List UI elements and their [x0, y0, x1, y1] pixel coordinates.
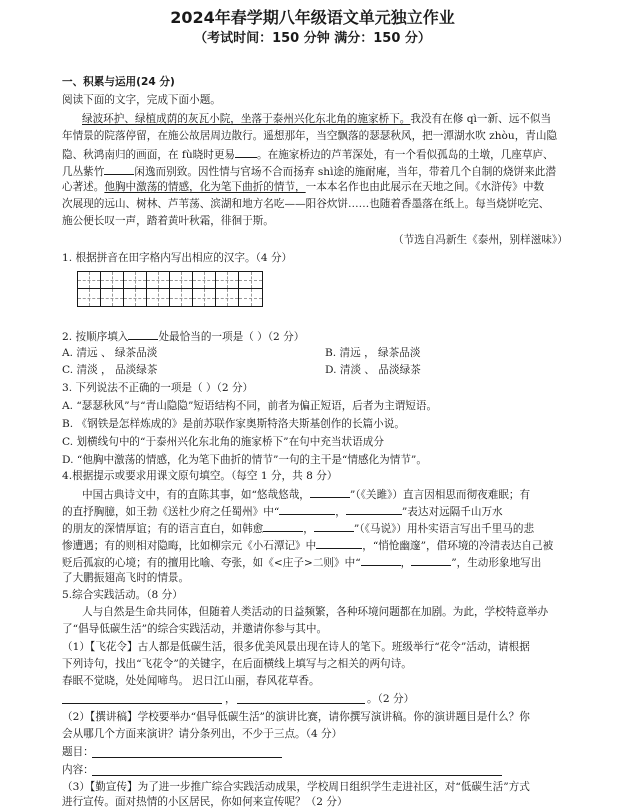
- q5-intro: 了“倡导低碳生活”的综合实践活动，并邀请你参与其中。: [62, 623, 328, 635]
- answer-blank[interactable]: [411, 554, 451, 566]
- question-5: 5.综合实践活动。（8 分）: [62, 589, 183, 601]
- grid-cell[interactable]: [78, 289, 101, 306]
- fill-line: 的直抒胸臆，如王勃《送杜少府之任蜀州》中“ ， ”表达对远隔千山万水: [62, 503, 503, 520]
- grid-cell[interactable]: [239, 272, 262, 289]
- passage-text: 我没有在修 qì一新、远不似当: [410, 113, 552, 125]
- content-input-line[interactable]: [92, 775, 502, 776]
- tian-zi-ge-grid[interactable]: [77, 271, 263, 307]
- fill-line: 中国古典诗文中，有的直陈其事，如“悠哉悠哉， ”（《关雎》）直言因相思而彻夜难眠；有: [82, 486, 530, 503]
- question-text: 2. 按顺序填入: [62, 331, 129, 343]
- grid-cell[interactable]: [147, 289, 170, 306]
- grid-cell[interactable]: [170, 272, 193, 289]
- answer-blank[interactable]: [314, 520, 354, 532]
- option-d[interactable]: D. 清淡 、 品淡绿茶: [325, 364, 421, 376]
- score-note: 。（2 分）: [367, 693, 415, 705]
- q5-sub3: （3）【勤宣传】为了进一步推广综合实践活动成果，学校周日组织学生走进社区，对“低碳生活”方式: [62, 781, 530, 793]
- option-b[interactable]: B. 清远 ， 绿茶品淡: [325, 347, 421, 359]
- option-c[interactable]: C. 清淡 ， 品淡绿茶: [62, 364, 158, 376]
- answer-blank[interactable]: [128, 328, 158, 340]
- question-4: 4.根据提示或要求用课文原句填空。（每空 1 分，共 8 分）: [62, 470, 338, 482]
- passage-line: 施公便长叹一声，踏着黄叶秋霜，徘徊于斯。: [62, 215, 274, 227]
- q5-sub2: 会从哪几个方面来演讲？请分条列出，不少于三点。（4 分）: [62, 728, 343, 740]
- q5-intro: 人与自然是生命共同体，但随着人类活动的日益频繁，各种环境问题都在加剧。为此，学校特意举办: [82, 606, 549, 618]
- question-3: 3. 下列说法不正确的一项是（ ）（2 分）: [62, 382, 254, 394]
- passage-text: 几丛紫竹: [62, 166, 105, 178]
- q5-sub3: 进行宣传。面对热情的小区居民，你如何来宣传呢？（2 分）: [62, 796, 348, 808]
- passage-text: 心著述。: [62, 181, 105, 193]
- grid-cell[interactable]: [78, 272, 101, 289]
- grid-cell[interactable]: [216, 289, 239, 306]
- passage-line: 年情景的院落停留，在施公故居周边散行。遥想那年，当空飘落的瑟瑟秋风，把一潭湖水吹 zhòu，青山隐: [62, 130, 558, 142]
- grid-cell[interactable]: [193, 289, 216, 306]
- blank-2[interactable]: [104, 163, 134, 175]
- answer-blank[interactable]: [279, 503, 335, 515]
- grid-cell[interactable]: [124, 289, 147, 306]
- passage-text: 。在施家桥边的芦苇深处，有一个看似孤岛的土墩，几座草庐、: [257, 149, 554, 161]
- fill-line: 了大鹏振翅高飞时的情景。: [62, 572, 190, 584]
- passage-text: 闲逸而别致。因性情与官场不合而扬弃 shì途的施耐庵，当年，带着几个自制的烧饼来此潜: [134, 166, 556, 178]
- section-heading: 一、积累与运用(24 分): [62, 76, 175, 88]
- passage-line: [82, 112, 551, 127]
- passage-text: 隐、秋鸿南归的画面，在 fù晓时更易: [62, 149, 236, 161]
- poem-lines: 春眠不觉晓，处处闻啼鸟。 迟日江山丽，春风花草香。: [62, 675, 320, 687]
- answer-blank[interactable]: [316, 537, 362, 549]
- passage-line: 次展现的远山、树林、芦苇荡、滨湖和地方名吃——阳谷炊饼……也随着香墨落在纸上。每当烧饼吃完、: [62, 198, 550, 210]
- option-a[interactable]: A. “瑟瑟秋风”与“青山隐隐”短语结构不同，前者为偏正短语，后者为主谓短语。: [62, 400, 438, 412]
- question-1: 1. 根据拼音在田字格内写出相应的汉字。（4 分）: [62, 252, 293, 264]
- option-c[interactable]: C. 划横线句中的“于泰州兴化东北角的施家桥下”在句中充当状语成分: [62, 436, 384, 448]
- passage-line: [62, 163, 556, 180]
- option-d[interactable]: D. “他胸中激荡的情感，化为笔下曲折的情节”一句的主干是“情感化为情节”。: [62, 454, 427, 466]
- blank-1[interactable]: [235, 146, 257, 158]
- title-input-line[interactable]: [92, 757, 282, 758]
- passage-text: 一本本名作也由此展示在天地之间。《水浒传》中数: [305, 181, 545, 193]
- worksheet-page: 2024年春学期八年级语文单元独立作业 （考试时间：150 分钟 满分：150 分） 一、积累与运用(24 分) 阅读下面的文字，完成下面小题。 绿波环护、绿植成荫的灰瓦小院，坐落于泰州兴化东北角的施家桥下。我没有在修 qì一新、远不似当 年情景的院落停留，在施公故居周边散行。遥想那年，当空飘落的瑟瑟秋风，把一潭湖水吹 zhòu，青山隐 隐、秋鸿南归的画面，在 fù晓时更易 。在施家桥边的芦苇深处，有一个看似孤岛的土墩，几座草庐、 几丛紫竹 闲逸而别致。因性情与官场不合而扬弃 shì途的施耐庵，当年，带着几个自制的烧饼来此潜 心著述。他胸中激荡的情感，化为笔下曲折的情节，一本本名作也由此展示在天地之间。《水浒传》中数 次展现的远山、树林、芦苇荡、滨湖和地方名吃——阳谷炊饼……也随着香墨落在纸上。每当烧饼吃完、 施公便长叹一声，踏着黄叶秋霜，徘徊于斯。 （节选自冯新生《泰州，别样滋味》） 1. 根据拼音在田字格内写出相应的汉字。（4 分） 2. 按顺序填入 处最恰当的一项是（ ）（2 分） A. 清远 、 绿茶品淡 B. 清远 ， 绿茶品淡 C. 清淡 ， 品淡绿茶 D. 清淡 、 品淡绿茶 3. 下列说法不正确的一项是（ ）（2 分） A. “瑟瑟秋风”与“青山隐隐”短语结构不同，前者为偏正短语，后者为主谓短语。 B. 《钢铁是怎样炼成的》是前苏联作家奥斯特洛夫斯基创作的长篇小说。 C. 划横线句中的“于泰州兴化东北角的施家桥下”在句中充当状语成分 D. “他胸中激荡的情感，化为笔下曲折的情节”一句的主干是“情感化为情节”。 4.根据提示或要求用课文原句填空。（每空 1 分，共 8 分） 中国古典诗文中，有的直陈其事，如“悠哉悠哉， ”（《关雎》）直言因相思而彻夜难眠；有 的直抒胸臆，如王勃《送杜少府之任蜀州》中“ ， ”表达对远隔千山万水 的朋友的深情厚谊；有的语言直白，如韩愈 ， ”（《马说》）用朴实语言写出千里马的悲 惨遭遇；有的则相对隐晦，比如柳宗元《小石潭记》中 ，“悄怆幽邃”，借环境的冷清表达自己被 贬后孤寂的心境；有的擅用比喻、夸张，如《<庄子>二则》中“ ， ”，生动形象地写出 了大鹏振翅高飞时的情景。 5.综合实践活动。（8 分） 人与自然是生命共同体，但随着人类活动的日益频繁，各种环境问题都在加剧。为此，学校特意举办 了“倡导低碳生活”的综合实践活动，并邀请你参与其中。 （1）【飞花令】古人都是低碳生活，很多优美风景出现在诗人的笔下。班级举行“花令”活动，请根据 下列诗句，找出“飞花令”的关键字，在后面横线上填写与之相关的两句诗。 春眠不觉晓，处处闻啼鸟。 迟日江山丽，春风花草香。 ， 。（2 分） （2）【撰讲稿】学校要举办“倡导低碳生活”的演讲比赛，请你撰写演讲稿。你的演讲题目是什么？你 会从哪几个方面来演讲？请分条列出，不少于三点。（4 分） 题目： 内容： （3）【勤宣传】为了进一步推广综合实践活动成果，学校周日组织学生走进社区，对“低碳生活”方式 进行宣传。面对热情的小区居民，你如何来宣传呢？（2 分）: [0, 0, 625, 810]
- grid-cell[interactable]: [124, 272, 147, 289]
- grid-cell[interactable]: [239, 289, 262, 306]
- answer-blank[interactable]: [263, 520, 303, 532]
- title-label: 题目：: [62, 746, 94, 758]
- grid-cell[interactable]: [101, 272, 124, 289]
- answer-blank[interactable]: [361, 554, 401, 566]
- answer-line[interactable]: [237, 703, 365, 704]
- grid-cell[interactable]: [216, 272, 239, 289]
- fill-line: 的朋友的深情厚谊；有的语言直白，如韩愈 ， ”（《马说》）用朴实语言写出千里马的悲: [62, 520, 534, 537]
- exam-info: （考试时间：150 分钟 满分：150 分）: [194, 31, 431, 46]
- option-b[interactable]: B. 《钢铁是怎样炼成的》是前苏联作家奥斯特洛夫斯基创作的长篇小说。: [62, 418, 405, 430]
- grid-cell[interactable]: [101, 289, 124, 306]
- passage-line: [62, 146, 554, 163]
- underlined-sentence: 他胸中激荡的情感，化为笔下曲折的情节，: [104, 181, 306, 193]
- q5-sub2: （2）【撰讲稿】学校要举办“倡导低碳生活”的演讲比赛，请你撰写演讲稿。你的演讲题目是什么？你: [62, 711, 530, 723]
- instruction: 阅读下面的文字，完成下面小题。: [62, 94, 221, 106]
- grid-cell[interactable]: [170, 289, 193, 306]
- answer-blank[interactable]: [310, 486, 350, 498]
- grid-cell[interactable]: [147, 272, 170, 289]
- fill-line: 惨遭遇；有的则相对隐晦，比如柳宗元《小石潭记》中 ，“悄怆幽邃”，借环境的冷清表达自己被: [62, 537, 553, 554]
- q5-sub1: 下列诗句，找出“飞花令”的关键字，在后面横线上填写与之相关的两句诗。: [62, 658, 412, 670]
- question-text: 处最恰当的一项是（ ）（2 分）: [158, 331, 305, 343]
- question-2: [62, 328, 304, 345]
- fill-line: 贬后孤寂的心境；有的擅用比喻、夸张，如《<庄子>二则》中“ ， ”，生动形象地写出: [62, 554, 541, 571]
- content-label: 内容：: [62, 764, 94, 776]
- answer-blank[interactable]: [346, 503, 402, 515]
- q5-sub1: （1）【飞花令】古人都是低碳生活，很多优美风景出现在诗人的笔下。班级举行“花令”活动，请根据: [62, 641, 530, 653]
- option-a[interactable]: A. 清远 、 绿茶品淡: [62, 347, 158, 359]
- grid-cell[interactable]: [193, 272, 216, 289]
- answer-line[interactable]: [62, 703, 222, 704]
- passage-source: （节选自冯新生《泰州，别样滋味》）: [393, 234, 568, 246]
- underlined-sentence: 绿波环护、绿植成荫的灰瓦小院，坐落于泰州兴化东北角的施家桥下。: [82, 113, 411, 125]
- passage-line: [62, 180, 544, 195]
- page-title: 2024年春学期八年级语文单元独立作业: [170, 8, 455, 27]
